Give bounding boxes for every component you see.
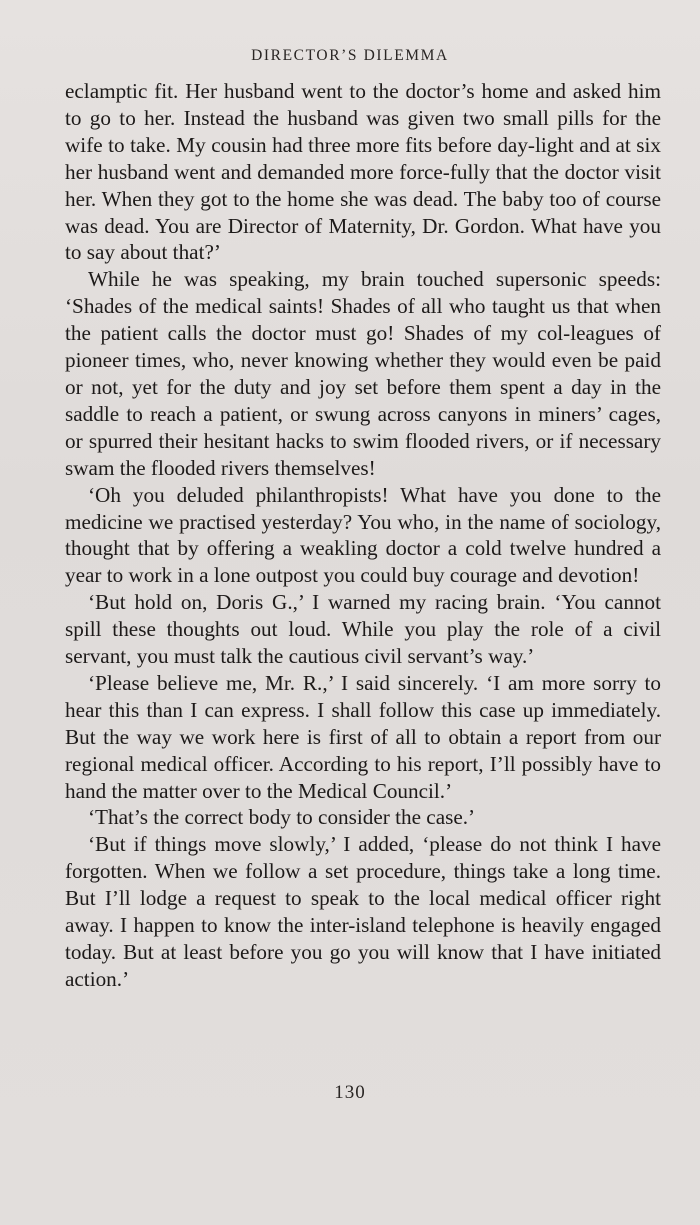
paragraph-continued: eclamptic fit. Her husband went to the doctor’s home and asked him to go to her. Instead the husband was given two small pills for the wife to take. My cousin had three more fits before day-light and at six her husband went and demanded more force-fully that the doctor visit her. When they got to the home she was dead. The baby too of course was dead. You are Director of Maternity, Dr. Gordon. What have you to say about that?’	[65, 79, 661, 265]
paragraph: ‘But hold on, Doris G.,’ I warned my racing brain. ‘You cannot spill these thoughts out loud. While you play the role of a civil servant, you must talk the cautious civil servant’s way.’	[65, 590, 661, 669]
paragraph: ‘Please believe me, Mr. R.,’ I said sincerely. ‘I am more sorry to hear this than I can express. I shall follow this case up immediately. But the way we work here is first of all to obtain a report from our regional medical officer. According to his report, I’ll possibly have to hand the matter over to the Medical Council.’	[65, 670, 661, 803]
running-head: DIRECTOR’S DILEMMA	[251, 47, 449, 64]
body-text	[65, 78, 661, 993]
paragraph: ‘Oh you deluded philanthropists! What have you done to the medicine we practised yesterday? You who, in the name of sociology, thought that by offering a weakling doctor a cold twelve hundred a year to work in a lone outpost you could buy courage and devotion!	[65, 482, 661, 588]
paragraph: ‘But if things move slowly,’ I added, ‘please do not think I have forgotten. When we follow a set procedure, things take a long time. But I’ll lodge a request to speak to the local medical officer right away. I happen to know the inter-island telephone is heavily engaged today. But at least before you go you will know that I have initiated action.’	[65, 832, 661, 991]
page-number: 130	[334, 1082, 366, 1103]
paragraph: While he was speaking, my brain touched supersonic speeds: ‘Shades of the medical saints! Shades of all who taught us that when the patient calls the doctor must go! Shades of my col-leagues of pioneer times, who, never knowing whether they would even be paid or not, yet for the duty and joy set before them spent a day in the saddle to reach a patient, or swung across canyons in miners’ cages, or spurred their hesitant hacks to swim flooded rivers, or if necessary swam the flooded rivers themselves!	[65, 267, 661, 480]
paragraph: ‘That’s the correct body to consider the case.’	[88, 805, 476, 830]
